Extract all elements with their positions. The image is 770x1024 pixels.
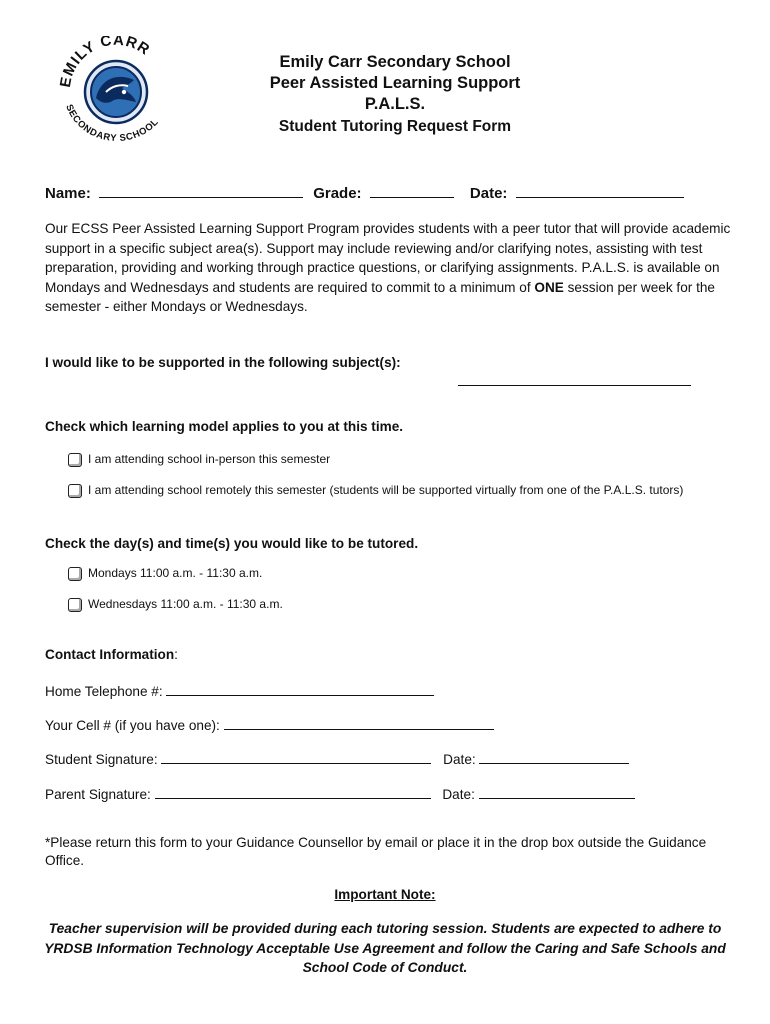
intro-text-end: session per week for the semester - either Mondays or Wednesdays. <box>45 279 715 315</box>
subjects-field[interactable] <box>458 385 691 386</box>
cell-row <box>45 715 494 733</box>
cell-field[interactable] <box>224 715 494 730</box>
school-logo <box>50 36 180 142</box>
monday-label: Mondays 11:00 a.m. - 11:30 a.m. <box>88 566 263 580</box>
student-info-row <box>45 183 684 202</box>
schedule-option-monday[interactable] <box>68 566 262 581</box>
student-date-field[interactable] <box>479 749 629 764</box>
remote-label: I am attending school remotely this semester (students will be supported virtually from one of the P.A.L.S. tutors) <box>88 483 684 497</box>
program-acronym: P.A.L.S. <box>364 95 426 113</box>
learning-model-heading: Check which learning model applies to you at this time. <box>45 419 404 434</box>
schedule-heading: Check the day(s) and time(s) you would like to be tutored. <box>45 536 419 551</box>
important-heading: Important Note: <box>334 887 436 902</box>
student-signature-field[interactable] <box>161 749 431 764</box>
learning-option-in-person[interactable] <box>68 452 330 467</box>
return-note: *Please return this form to your Guidance Counsellor by email or place it in the drop box outside the Guidance Office. <box>45 835 707 868</box>
grade-label: Grade: <box>313 185 362 202</box>
intro-paragraph <box>45 219 735 317</box>
remote-checkbox[interactable] <box>68 484 82 498</box>
school-name: Emily Carr Secondary School <box>279 53 511 71</box>
logo-bottom-text: SECONDARY SCHOOL <box>63 102 162 142</box>
form-title: Student Tutoring Request Form <box>278 118 512 135</box>
parent-date-label: Date: <box>442 787 475 802</box>
subjects-heading: I would like to be supported in the following subject(s): <box>45 355 401 370</box>
student-signature-row <box>45 749 629 767</box>
in-person-checkbox[interactable] <box>68 453 82 467</box>
school-logo-emblem <box>50 36 180 142</box>
home-phone-label: Home Telephone #: <box>45 684 163 699</box>
important-text: Teacher supervision will be provided during each tutoring session. Students are expected to adhere to YRDSB Information Technology Acceptable Use Agreement and follow the Caring and Safe Schools and School Code of Conduct. <box>44 921 726 975</box>
contact-heading: Contact Information <box>45 647 175 662</box>
parent-signature-field[interactable] <box>155 784 431 799</box>
monday-checkbox[interactable] <box>68 567 82 581</box>
cell-label: Your Cell # (if you have one): <box>45 718 220 733</box>
home-phone-row <box>45 681 434 699</box>
parent-signature-label: Parent Signature: <box>45 787 151 802</box>
learning-option-remote[interactable] <box>68 483 683 498</box>
home-phone-field[interactable] <box>166 681 434 696</box>
intro-text: Our ECSS Peer Assisted Learning Support Program provides students with a peer tutor that will provide academic support in a specific subject area(s). Support may include reviewing and/or clarifying notes, assisting with test preparation, providing and working through practice questions, or clarifying assignments. P.A.L.S. is available on Mondays and Wednesdays and students are required to commit to a minimum of <box>45 221 731 295</box>
grade-field[interactable] <box>370 183 454 198</box>
student-date-label: Date: <box>443 752 476 767</box>
parent-signature-row <box>45 784 635 802</box>
date-label: Date: <box>469 185 508 202</box>
wednesday-label: Wednesdays 11:00 a.m. - 11:30 a.m. <box>88 597 283 611</box>
logo-top-text: EMILY CARR <box>56 36 154 89</box>
date-field[interactable] <box>516 183 684 198</box>
contact-heading-row <box>45 647 178 662</box>
name-field[interactable] <box>99 183 303 198</box>
program-name: Peer Assisted Learning Support <box>269 74 521 92</box>
schedule-option-wednesday[interactable] <box>68 597 283 612</box>
contact-heading-colon: : <box>174 647 178 662</box>
name-label: Name: <box>45 185 91 202</box>
in-person-label: I am attending school in-person this semester <box>88 452 331 466</box>
wednesday-checkbox[interactable] <box>68 598 82 612</box>
parent-date-field[interactable] <box>479 784 635 799</box>
student-signature-label: Student Signature: <box>45 752 158 767</box>
intro-emphasis: ONE <box>534 279 564 295</box>
